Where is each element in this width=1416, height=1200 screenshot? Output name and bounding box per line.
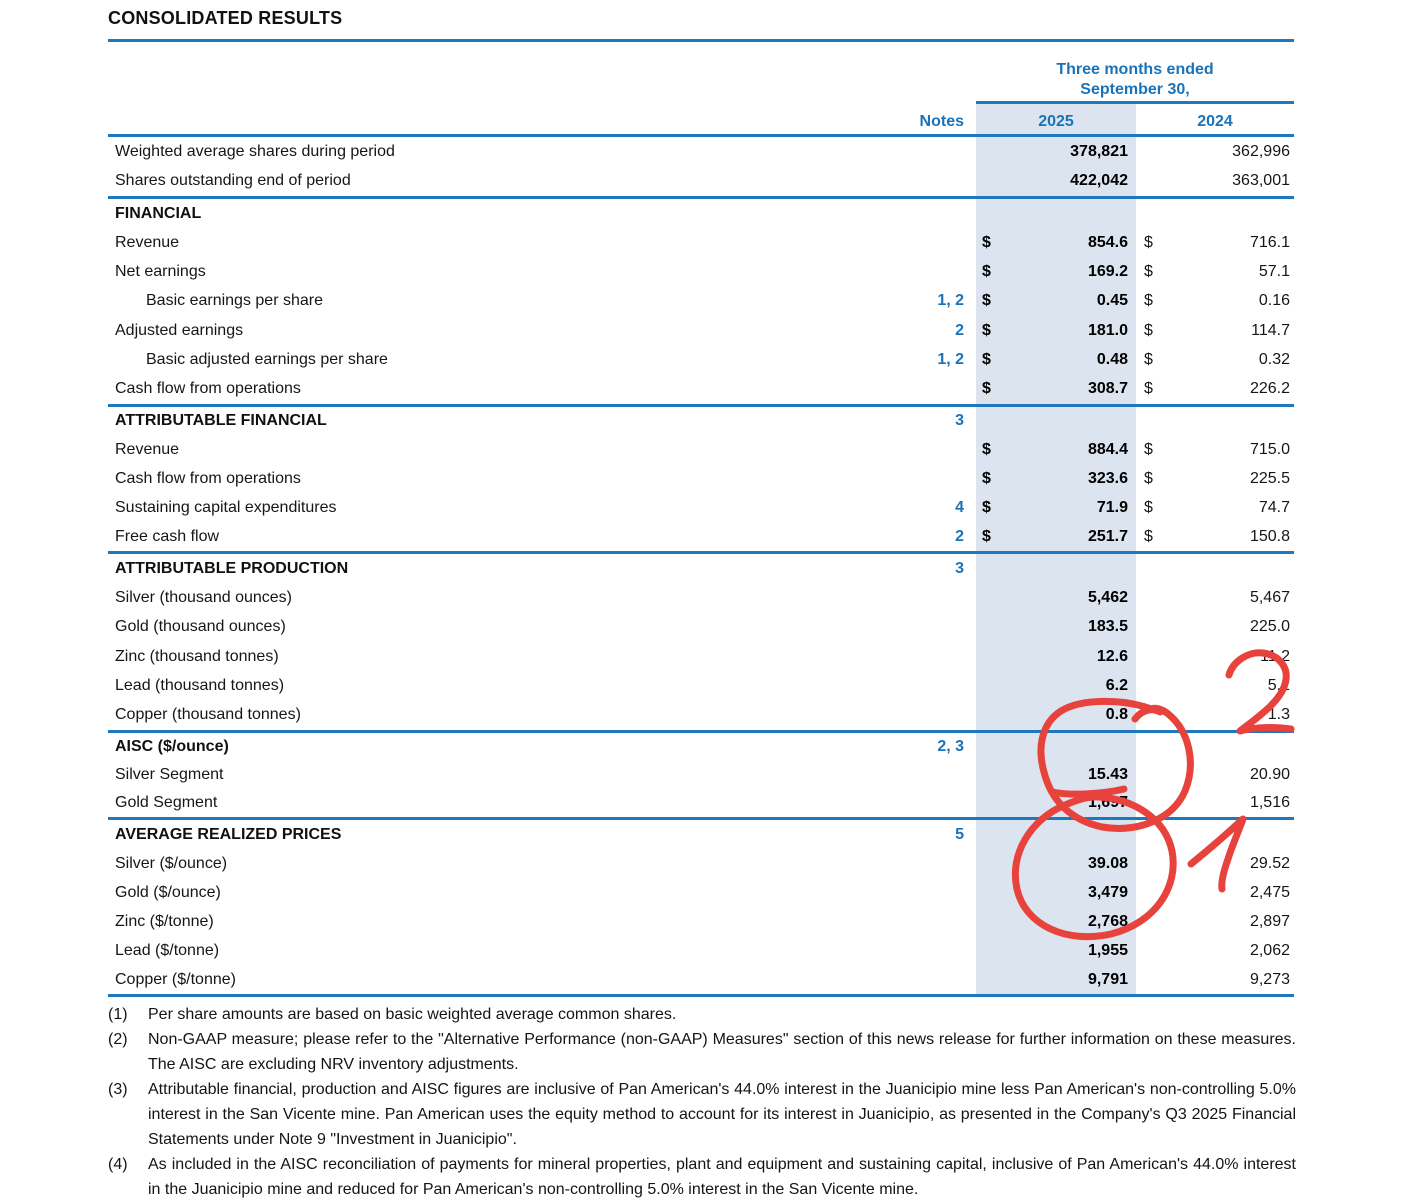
- value-2025: [976, 292, 1136, 310]
- row-label: Gold ($/ounce): [115, 883, 221, 901]
- table-row: [108, 907, 1294, 936]
- value-2025: [976, 766, 1136, 784]
- value-2025-amount: 0.8: [1105, 706, 1128, 724]
- row-label: ATTRIBUTABLE PRODUCTION: [115, 559, 349, 577]
- value-2025: [976, 441, 1136, 459]
- section-attributable-production: [108, 554, 1294, 730]
- header-rule: [108, 134, 1294, 137]
- value-2024-amount: 9,273: [1249, 970, 1290, 988]
- table-row: [108, 554, 1294, 583]
- value-2025-amount: 3,479: [1087, 883, 1128, 901]
- period-header: [955, 60, 1315, 100]
- value-2024: [1136, 794, 1294, 812]
- row-notes: 3: [955, 559, 964, 577]
- value-2024-amount: 150.8: [1249, 527, 1290, 545]
- value-2024: [1136, 766, 1294, 784]
- row-label: ATTRIBUTABLE FINANCIAL: [115, 412, 327, 430]
- value-2024-amount: 2,062: [1249, 941, 1290, 959]
- value-2024: [1136, 292, 1294, 310]
- table-row: [108, 407, 1294, 436]
- value-2025: [976, 589, 1136, 607]
- value-2024: [1136, 971, 1294, 989]
- footnotes: [108, 1002, 1296, 1200]
- row-notes: 2: [955, 321, 964, 339]
- row-label: Silver (thousand ounces): [115, 588, 292, 606]
- dollar-sign-2025: $: [982, 350, 991, 368]
- value-2024-amount: 225.5: [1249, 469, 1290, 487]
- dollar-sign-2025: $: [982, 441, 991, 459]
- row-label: Silver Segment: [115, 766, 224, 783]
- value-2025: [976, 648, 1136, 666]
- dollar-sign-2025: $: [982, 469, 991, 487]
- value-2024: [1136, 351, 1294, 369]
- table-row: [108, 671, 1294, 700]
- column-header-2025: 2025: [1038, 113, 1074, 130]
- value-2024: [1136, 913, 1294, 931]
- value-2024: [1136, 441, 1294, 459]
- dollar-sign-2025: $: [982, 292, 991, 310]
- row-label: Basic adjusted earnings per share: [146, 350, 388, 368]
- value-2025-amount: 884.4: [1087, 441, 1128, 459]
- row-label: Cash flow from operations: [115, 380, 301, 398]
- footnote: [108, 1027, 1296, 1077]
- value-2025: [976, 706, 1136, 724]
- value-2024: [1136, 380, 1294, 398]
- dollar-sign-2024: $: [1144, 498, 1153, 516]
- row-label: Gold Segment: [115, 794, 218, 811]
- footnote-text: Per share amounts are based on basic weighted average common shares.: [148, 1006, 677, 1023]
- value-2024-amount: 0.32: [1258, 350, 1290, 368]
- value-2025-amount: 1,697: [1087, 794, 1128, 811]
- value-2025-amount: 15.43: [1087, 766, 1128, 783]
- value-2024: [1136, 234, 1294, 252]
- value-2024-amount: 114.7: [1251, 321, 1290, 339]
- row-notes: 5: [955, 825, 964, 843]
- value-2025-amount: 0.45: [1096, 292, 1128, 310]
- value-2025: [976, 322, 1136, 340]
- value-2024: [1136, 942, 1294, 960]
- section-average-realized-prices: [108, 820, 1294, 994]
- footnote: [108, 1077, 1296, 1152]
- row-label: Net earnings: [115, 263, 206, 281]
- row-label: Gold (thousand ounces): [115, 618, 286, 636]
- value-2024-amount: 0.16: [1258, 292, 1290, 310]
- page-title: CONSOLIDATED RESULTS: [108, 8, 343, 28]
- title-underline: [108, 39, 1294, 42]
- dollar-sign-2024: $: [1144, 292, 1153, 310]
- footnote: [108, 1152, 1296, 1200]
- row-label: Copper (thousand tonnes): [115, 706, 301, 724]
- section-rule-4: [108, 730, 1294, 733]
- value-2024: [1136, 706, 1294, 724]
- value-2025-amount: 181.0: [1087, 321, 1128, 339]
- dollar-sign-2025: $: [982, 263, 991, 281]
- value-2025: [976, 528, 1136, 546]
- table-row: [108, 436, 1294, 465]
- footnote-text: Non-GAAP measure; please refer to the "Alternative Performance (non-GAAP) Measures" section of this news release for further information on these measures. The AISC are excluding NRV inventory adjustments.: [148, 1031, 1296, 1073]
- value-2024: [1136, 263, 1294, 281]
- section-rule-3: [108, 551, 1294, 554]
- footnote-number: (4): [108, 1156, 128, 1173]
- value-2024-amount: 5,467: [1249, 588, 1290, 606]
- row-notes: 2, 3: [937, 738, 964, 755]
- row-label: Cash flow from operations: [115, 469, 301, 487]
- row-label: Silver ($/ounce): [115, 854, 228, 872]
- row-label: Free cash flow: [115, 527, 220, 545]
- value-2025-amount: 308.7: [1087, 380, 1128, 398]
- value-2024-amount: 363,001: [1232, 172, 1290, 190]
- value-2025: [976, 263, 1136, 281]
- value-2024-amount: 1,516: [1249, 794, 1290, 811]
- value-2025: [976, 499, 1136, 517]
- value-2024: [1136, 589, 1294, 607]
- value-2025-amount: 169.2: [1087, 263, 1128, 281]
- section-aisc: [108, 733, 1294, 817]
- row-label: Sustaining capital expenditures: [115, 498, 337, 516]
- footnote-number: (3): [108, 1081, 128, 1098]
- period-header-line1: Three months ended: [1056, 61, 1214, 78]
- value-2025: [976, 971, 1136, 989]
- row-label: Zinc ($/tonne): [115, 912, 214, 930]
- value-2024-amount: 2,475: [1249, 883, 1290, 901]
- table-row: [108, 199, 1294, 228]
- dollar-sign-2024: $: [1144, 233, 1153, 251]
- value-2024-amount: 716.1: [1249, 233, 1290, 251]
- dollar-sign-2025: $: [982, 498, 991, 516]
- section-rule-1: [108, 196, 1294, 199]
- value-2025-amount: 422,042: [1070, 172, 1128, 190]
- value-2025: [976, 913, 1136, 931]
- value-2024-amount: 11.2: [1260, 647, 1290, 665]
- row-label: FINANCIAL: [115, 204, 202, 222]
- value-2025: [976, 794, 1136, 812]
- value-2024-amount: 225.0: [1249, 618, 1290, 636]
- dollar-sign-2025: $: [982, 321, 991, 339]
- section-rule-2: [108, 404, 1294, 407]
- value-2025: [976, 380, 1136, 398]
- row-notes: 3: [955, 412, 964, 430]
- section-rule-5: [108, 817, 1294, 820]
- dollar-sign-2024: $: [1144, 350, 1153, 368]
- table-row: [108, 642, 1294, 671]
- row-label: AVERAGE REALIZED PRICES: [115, 825, 342, 843]
- dollar-sign-2024: $: [1144, 527, 1153, 545]
- table-row: [108, 228, 1294, 257]
- period-header-line2: September 30,: [1080, 81, 1190, 98]
- value-2025: [976, 143, 1136, 161]
- table-row: [108, 701, 1294, 730]
- value-2024-amount: 226.2: [1249, 380, 1290, 398]
- value-2025: [976, 470, 1136, 488]
- value-2024-amount: 1.3: [1267, 706, 1290, 724]
- row-notes: 1, 2: [937, 292, 964, 310]
- row-label: Basic earnings per share: [146, 292, 323, 310]
- value-2025: [976, 618, 1136, 636]
- dollar-sign-2024: $: [1144, 380, 1153, 398]
- table-row: [108, 965, 1294, 994]
- column-header-row: [108, 110, 1294, 134]
- section-shares: [108, 137, 1294, 196]
- table-row: [108, 316, 1294, 345]
- value-2024: [1136, 528, 1294, 546]
- dollar-sign-2024: $: [1144, 441, 1153, 459]
- row-label: Adjusted earnings: [115, 321, 244, 339]
- value-2025-amount: 6.2: [1105, 676, 1128, 694]
- row-label: Lead (thousand tonnes): [115, 676, 285, 694]
- value-2025: [976, 855, 1136, 873]
- value-2025-amount: 71.9: [1096, 498, 1128, 516]
- value-2025-amount: 5,462: [1087, 588, 1128, 606]
- value-2024: [1136, 322, 1294, 340]
- period-header-underline: [976, 101, 1294, 104]
- value-2025: [976, 172, 1136, 190]
- table-row: [108, 258, 1294, 287]
- table-row: [108, 849, 1294, 878]
- table-row: [108, 137, 1294, 167]
- value-2025-amount: 2,768: [1087, 912, 1128, 930]
- table-row: [108, 493, 1294, 522]
- section-financial: [108, 199, 1294, 404]
- dollar-sign-2025: $: [982, 380, 991, 398]
- value-2025-amount: 251.7: [1087, 527, 1128, 545]
- value-2025-amount: 1,955: [1087, 941, 1128, 959]
- row-notes: 4: [955, 498, 964, 516]
- row-notes: 1, 2: [937, 350, 964, 368]
- table-row: [108, 878, 1294, 907]
- value-2024: [1136, 172, 1294, 190]
- value-2024-amount: 29.52: [1249, 854, 1290, 872]
- row-label: Shares outstanding end of period: [115, 172, 351, 190]
- value-2024-amount: 74.7: [1258, 498, 1290, 516]
- dollar-sign-2025: $: [982, 233, 991, 251]
- table-row: [108, 583, 1294, 612]
- footnote-text: Attributable financial, production and AISC figures are inclusive of Pan American's 44.0% interest in the Juanicipio mine less Pan American's non-controlling 5.0% interest in the San Vicente mine. Pan American uses the equity method to account for its interest in Juanicipio, as presented in the Company's Q3 2025 Financial Statements under Note 9 "Investment in Juanicipio".: [148, 1081, 1296, 1148]
- table-row: [108, 936, 1294, 965]
- value-2024-amount: 5.2: [1267, 676, 1290, 694]
- row-label: Zinc (thousand tonnes): [115, 647, 279, 665]
- value-2024: [1136, 855, 1294, 873]
- footnote-number: (2): [108, 1031, 128, 1048]
- row-label: Copper ($/tonne): [115, 970, 236, 988]
- column-header-notes: Notes: [919, 113, 964, 130]
- table-row: [108, 345, 1294, 374]
- value-2025: [976, 942, 1136, 960]
- row-label: Weighted average shares during period: [115, 142, 395, 160]
- value-2025-amount: 9,791: [1087, 970, 1128, 988]
- value-2025-amount: 854.6: [1087, 233, 1128, 251]
- value-2024-amount: 2,897: [1249, 912, 1290, 930]
- value-2024-amount: 362,996: [1232, 142, 1290, 160]
- table-row: [108, 522, 1294, 551]
- value-2024-amount: 715.0: [1249, 441, 1290, 459]
- value-2024: [1136, 677, 1294, 695]
- column-header-2024: 2024: [1197, 113, 1233, 130]
- table-row: [108, 761, 1294, 789]
- table-bottom-rule: [108, 994, 1294, 997]
- table-row: [108, 375, 1294, 404]
- value-2025: [976, 351, 1136, 369]
- value-2024: [1136, 499, 1294, 517]
- table-row: [108, 820, 1294, 849]
- footnote-number: (1): [108, 1006, 128, 1023]
- value-2025-amount: 378,821: [1070, 142, 1128, 160]
- table-row: [108, 167, 1294, 197]
- row-label: Revenue: [115, 233, 180, 251]
- value-2025-amount: 12.6: [1096, 647, 1128, 665]
- table-row: [108, 789, 1294, 817]
- row-label: Revenue: [115, 441, 180, 459]
- dollar-sign-2025: $: [982, 527, 991, 545]
- value-2024-amount: 20.90: [1249, 766, 1290, 783]
- value-2025-amount: 323.6: [1087, 469, 1128, 487]
- dollar-sign-2024: $: [1144, 321, 1153, 339]
- value-2024: [1136, 618, 1294, 636]
- value-2024: [1136, 648, 1294, 666]
- value-2024: [1136, 143, 1294, 161]
- footnote: [108, 1002, 1296, 1027]
- value-2024: [1136, 470, 1294, 488]
- row-label: AISC ($/ounce): [115, 738, 229, 755]
- dollar-sign-2024: $: [1144, 263, 1153, 281]
- value-2025: [976, 234, 1136, 252]
- row-notes: 2: [955, 527, 964, 545]
- row-label: Lead ($/tonne): [115, 941, 220, 959]
- table-row: [108, 613, 1294, 642]
- section-attributable-financial: [108, 407, 1294, 551]
- value-2025: [976, 677, 1136, 695]
- table-row: [108, 733, 1294, 761]
- value-2024-amount: 57.1: [1258, 263, 1290, 281]
- dollar-sign-2024: $: [1144, 469, 1153, 487]
- value-2024: [1136, 884, 1294, 902]
- footnote-text: As included in the AISC reconciliation of payments for mineral properties, plant and equipment and sustaining capital, inclusive of Pan American's 44.0% interest in the Juanicipio mine and reduced for Pan American's non-controlling 5.0% interest in the San Vicente mine.: [148, 1156, 1296, 1198]
- table-row: [108, 465, 1294, 494]
- table-row: [108, 287, 1294, 316]
- value-2025-amount: 183.5: [1087, 618, 1128, 636]
- value-2025-amount: 0.48: [1096, 350, 1128, 368]
- value-2025: [976, 884, 1136, 902]
- value-2025-amount: 39.08: [1087, 854, 1128, 872]
